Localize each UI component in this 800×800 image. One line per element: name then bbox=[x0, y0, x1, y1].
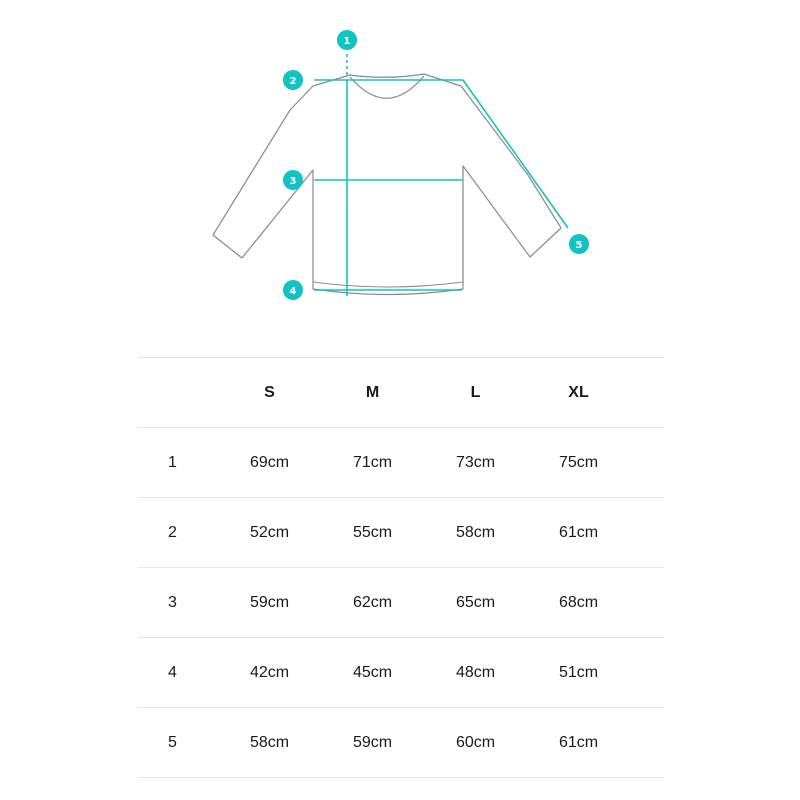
header-corner bbox=[138, 358, 218, 428]
table-cell: 48cm bbox=[424, 638, 527, 708]
table-cell: 60cm bbox=[424, 708, 527, 778]
row-label: 1 bbox=[138, 428, 218, 498]
table-row bbox=[138, 428, 664, 498]
header-spacer bbox=[630, 358, 664, 428]
table-cell: 71cm bbox=[321, 428, 424, 498]
table-cell: 69cm bbox=[218, 428, 321, 498]
row-spacer bbox=[630, 568, 664, 638]
header-size-l: L bbox=[424, 358, 527, 428]
sweater-outline bbox=[213, 74, 561, 295]
size-chart-table bbox=[138, 357, 664, 778]
table-cell: 75cm bbox=[527, 428, 630, 498]
table-cell: 65cm bbox=[424, 568, 527, 638]
marker-1 bbox=[337, 30, 357, 50]
header-size-xl: XL bbox=[527, 358, 630, 428]
measurement-lines bbox=[314, 54, 568, 296]
table-cell: 61cm bbox=[527, 498, 630, 568]
table-cell: 73cm bbox=[424, 428, 527, 498]
row-spacer bbox=[630, 708, 664, 778]
table-cell: 59cm bbox=[218, 568, 321, 638]
row-label: 3 bbox=[138, 568, 218, 638]
table-row bbox=[138, 638, 664, 708]
sleeve-line bbox=[463, 80, 568, 228]
marker-2-label: 2 bbox=[289, 76, 297, 87]
table-cell: 68cm bbox=[527, 568, 630, 638]
table-row bbox=[138, 708, 664, 778]
row-spacer bbox=[630, 498, 664, 568]
table-cell: 52cm bbox=[218, 498, 321, 568]
header-size-m: M bbox=[321, 358, 424, 428]
table-cell: 42cm bbox=[218, 638, 321, 708]
table-cell: 55cm bbox=[321, 498, 424, 568]
marker-5-label: 5 bbox=[575, 240, 583, 251]
table-cell: 58cm bbox=[218, 708, 321, 778]
marker-3-label: 3 bbox=[289, 176, 297, 187]
marker-2 bbox=[283, 70, 303, 90]
marker-4 bbox=[283, 280, 303, 300]
table-cell: 58cm bbox=[424, 498, 527, 568]
marker-5 bbox=[569, 234, 589, 254]
table-cell: 45cm bbox=[321, 638, 424, 708]
marker-3 bbox=[283, 170, 303, 190]
marker-4-label: 4 bbox=[289, 286, 297, 297]
table-cell: 61cm bbox=[527, 708, 630, 778]
row-spacer bbox=[630, 638, 664, 708]
row-label: 4 bbox=[138, 638, 218, 708]
table-row bbox=[138, 498, 664, 568]
sweater-measurement-diagram bbox=[0, 0, 800, 330]
table-cell: 59cm bbox=[321, 708, 424, 778]
row-label: 2 bbox=[138, 498, 218, 568]
header-size-s: S bbox=[218, 358, 321, 428]
marker-1-label: 1 bbox=[343, 36, 351, 47]
row-label: 5 bbox=[138, 708, 218, 778]
table-row bbox=[138, 568, 664, 638]
table-cell: 51cm bbox=[527, 638, 630, 708]
row-spacer bbox=[630, 428, 664, 498]
table-header-row bbox=[138, 358, 664, 428]
table-cell: 62cm bbox=[321, 568, 424, 638]
